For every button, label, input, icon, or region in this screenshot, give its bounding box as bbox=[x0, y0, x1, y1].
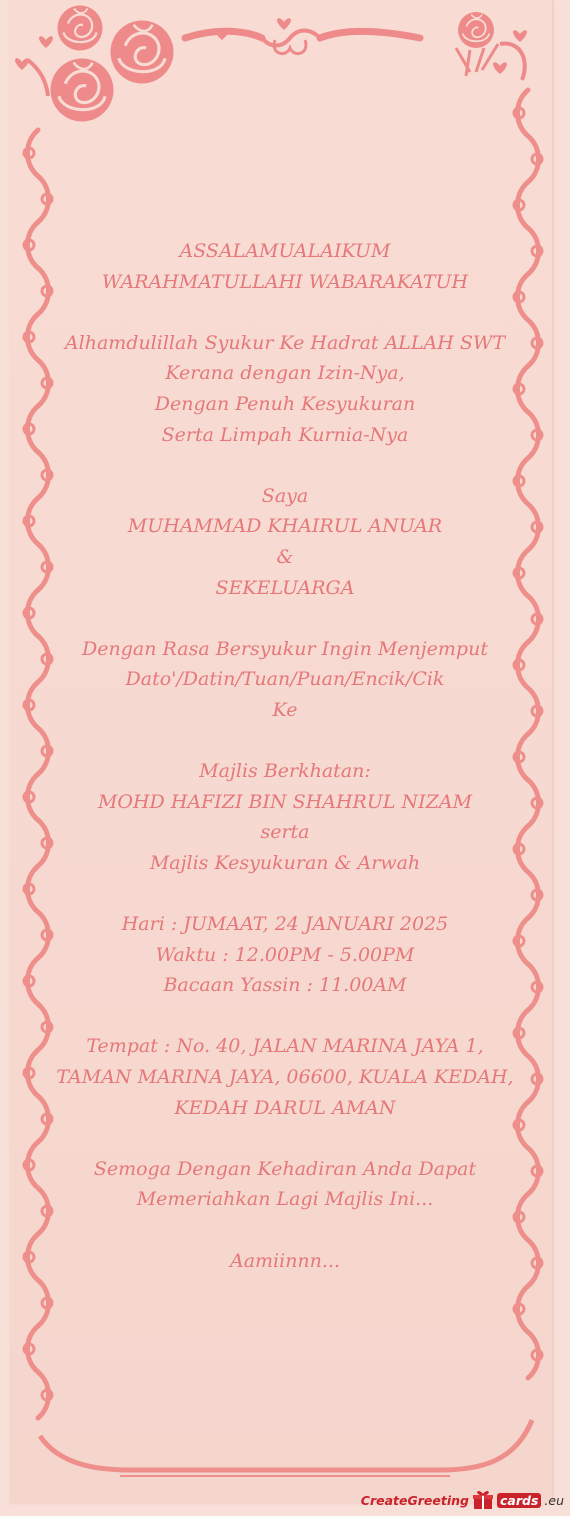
event-line: Majlis Kesyukuran & Arwah bbox=[149, 851, 421, 874]
host-line: SEKELUARGA bbox=[215, 576, 355, 599]
gratitude-line: Serta Limpah Kurnia-Nya bbox=[161, 423, 409, 446]
rose-cluster-icon bbox=[15, 6, 173, 122]
closing-line: Semoga Dengan Kehadiran Anda Dapat bbox=[93, 1157, 477, 1180]
gratitude-line: Dengan Penuh Kesyukuran bbox=[154, 392, 416, 415]
brand-badge: cards bbox=[497, 1493, 541, 1508]
greeting-line: ASSALAMUALAIKUM bbox=[179, 240, 391, 262]
schedule-line: Bacaan Yassin : 11.00AM bbox=[163, 974, 407, 997]
event-line: MOHD HAFIZI BIN SHAHRUL NIZAM bbox=[97, 790, 473, 813]
venue-line: TAMAN MARINA JAYA, 06600, KUALA KEDAH, bbox=[56, 1066, 514, 1089]
invite-line: Dato'/Datin/Tuan/Puan/Encik/Cik bbox=[125, 668, 445, 691]
gift-icon bbox=[472, 1490, 494, 1510]
event-line: Majlis Berkhatan: bbox=[199, 760, 371, 783]
brand-text: CreateGreeting bbox=[360, 1492, 469, 1508]
createGreeting-logo[interactable] bbox=[361, 1488, 564, 1512]
gratitude-line: Kerana dengan Izin-Nya, bbox=[165, 362, 405, 385]
schedule-line: Waktu : 12.00PM - 5.00PM bbox=[155, 943, 415, 966]
invite-line: Ke bbox=[272, 698, 298, 721]
top-ornament bbox=[185, 18, 420, 53]
greeting-line: WARAHMATULLAHI WABARAKATUH bbox=[101, 270, 469, 293]
closing-line: Memeriahkan Lagi Majlis Ini... bbox=[136, 1188, 434, 1211]
venue-line: Tempat : No. 40, JALAN MARINA JAYA 1, bbox=[86, 1035, 484, 1058]
host-line: Saya bbox=[261, 484, 309, 507]
amen-line: Aamiinnn... bbox=[229, 1249, 341, 1272]
rose-cluster-icon bbox=[456, 12, 527, 80]
host-line: & bbox=[276, 545, 294, 568]
invite-line: Dengan Rasa Bersyukur Ingin Menjemput bbox=[82, 637, 488, 660]
venue-line: KEDAH DARUL AMAN bbox=[174, 1096, 396, 1119]
gratitude-line: Alhamdulillah Syukur Ke Hadrat ALLAH SWT bbox=[64, 331, 506, 354]
host-line: MUHAMMAD KHAIRUL ANUAR bbox=[127, 515, 443, 538]
schedule-line: Hari : JUMAAT, 24 JANUARI 2025 bbox=[121, 913, 449, 936]
event-line: serta bbox=[260, 821, 310, 844]
brand-domain: .eu bbox=[544, 1492, 564, 1508]
invitation-text bbox=[30, 236, 540, 1276]
